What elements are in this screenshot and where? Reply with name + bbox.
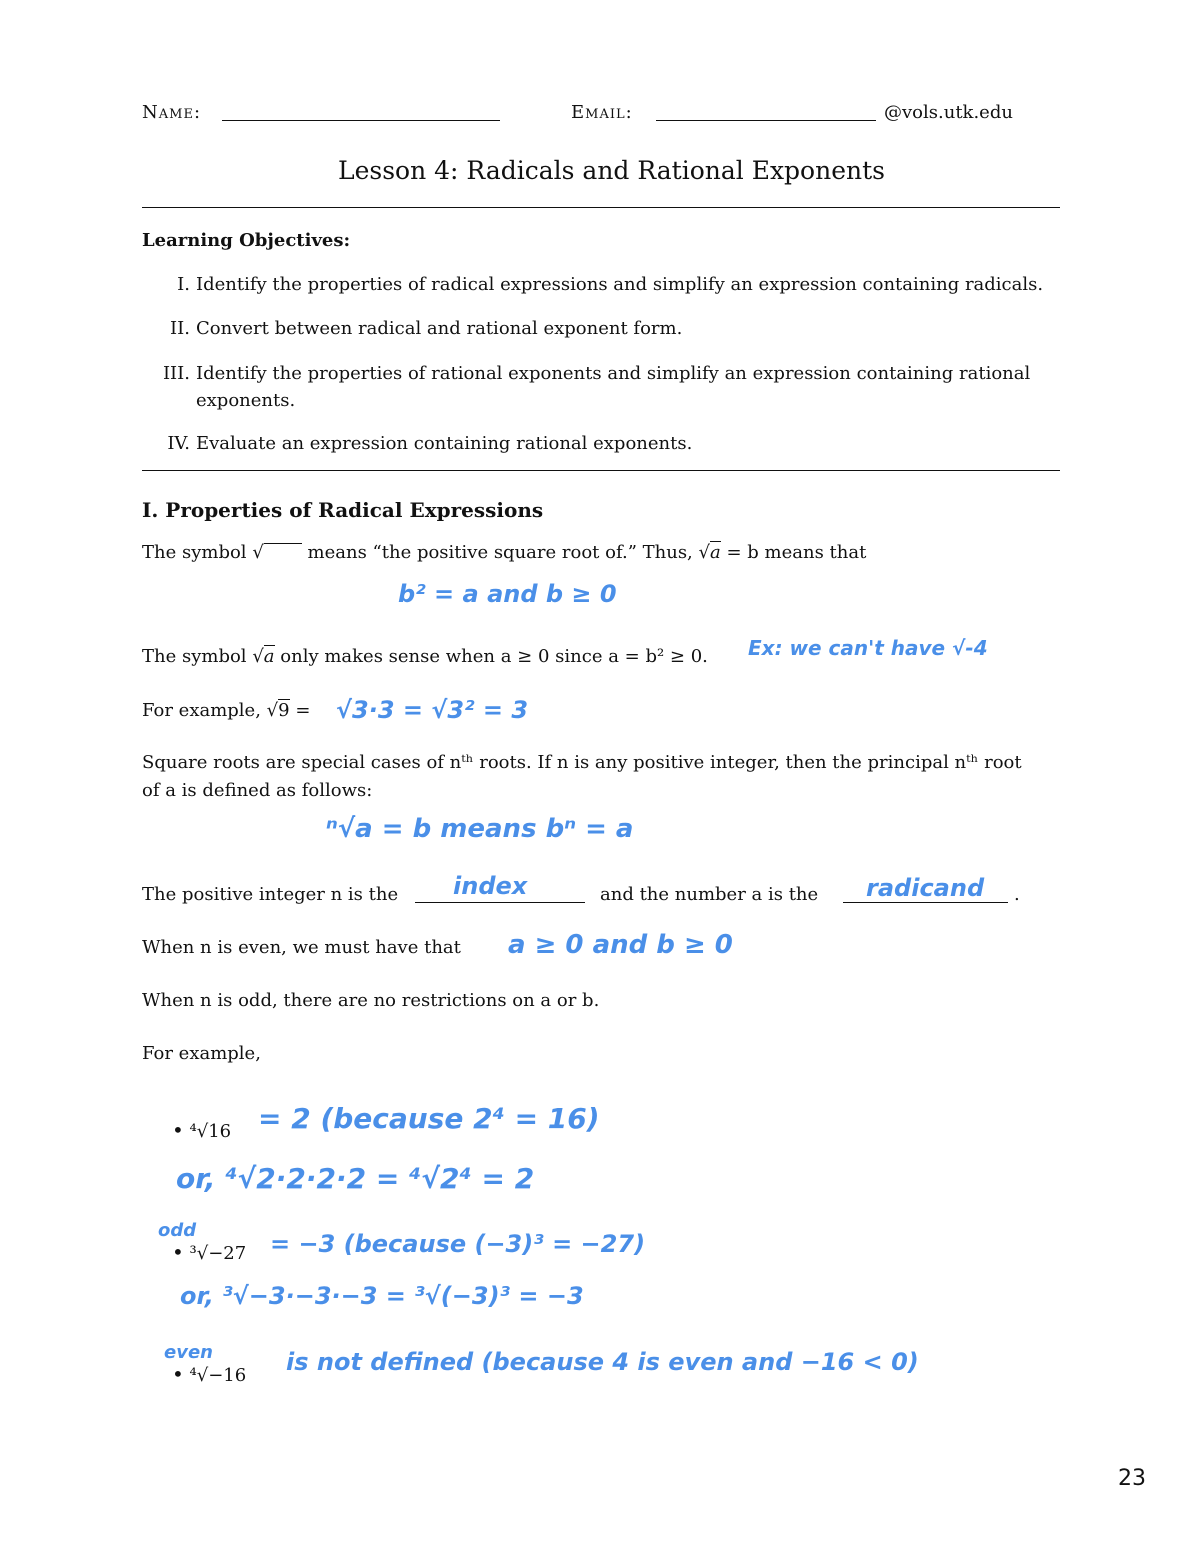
objective-item: II. Convert between radical and rational exponent form. <box>170 318 683 339</box>
name-label: Name: <box>142 102 202 123</box>
list-item: • ³√−27 <box>172 1240 247 1264</box>
index-blank[interactable] <box>415 902 585 903</box>
example-line: For example, √9 = <box>142 700 311 721</box>
objective-item: III. Identify the properties of rational exponents and simplify an expression containing rational <box>162 363 1031 384</box>
objective-item-continued: exponents. <box>196 390 296 411</box>
odd-line: When n is odd, there are no restrictions on a or b. <box>142 990 600 1011</box>
radicand-blank[interactable] <box>843 902 1008 903</box>
handwritten-bullet3: is not defined (because 4 is even and −16 < 0) <box>286 1348 919 1376</box>
handwritten-bullet2-alt: or, ³√−3·−3·−3 = ³√(−3)³ = −3 <box>180 1282 584 1310</box>
page-title: Lesson 4: Radicals and Rational Exponents <box>338 156 885 185</box>
index-line-mid: and the number a is the <box>600 884 819 905</box>
sqrt-a: √a <box>698 542 721 563</box>
sqrt-9: √9 <box>266 700 290 721</box>
email-label: Email: <box>571 102 633 123</box>
sqrt-a: √a <box>252 646 275 667</box>
title-divider <box>142 207 1060 208</box>
index-line: The positive integer n is the <box>142 884 399 905</box>
handwritten-note: Ex: we can't have √-4 <box>748 636 988 660</box>
sense-line: The symbol √a only makes sense when a ≥ 0 since a = b² ≥ 0. <box>142 646 708 667</box>
list-item: • ⁴√16 <box>172 1118 232 1142</box>
section-heading: I. Properties of Radical Expressions <box>142 498 544 522</box>
objective-item: I. Identify the properties of radical expressions and simplify an expression containing radicals. <box>177 274 1044 295</box>
nth-root-line-2: of a is defined as follows: <box>142 780 373 801</box>
list-item: • ⁴√−16 <box>172 1362 247 1386</box>
index-line-end: . <box>1014 884 1020 905</box>
handwritten-example: √3·3 = √3² = 3 <box>336 696 529 724</box>
nth-root-line: Square roots are special cases of nᵗʰ roots. If n is any positive integer, then the principal nᵗʰ root <box>142 752 1022 773</box>
email-blank[interactable] <box>656 120 876 121</box>
handwritten-bullet1: = 2 (because 2⁴ = 16) <box>258 1102 600 1135</box>
handwritten-index: index <box>453 872 528 900</box>
radical-symbol: √ <box>252 542 301 563</box>
email-domain: @vols.utk.edu <box>884 102 1013 123</box>
for-example-label: For example, <box>142 1043 261 1064</box>
handwritten-bullet2: = −3 (because (−3)³ = −27) <box>270 1230 646 1258</box>
handwritten-bullet1-alt: or, ⁴√2·2·2·2 = ⁴√2⁴ = 2 <box>176 1162 535 1195</box>
handwritten-even-tag: even <box>164 1342 213 1363</box>
handwritten-nth-root: ⁿ√a = b means bⁿ = a <box>326 814 634 844</box>
objectives-divider <box>142 470 1060 471</box>
handwritten-odd-tag: odd <box>158 1220 197 1241</box>
handwritten-definition: b² = a and b ≥ 0 <box>398 580 617 608</box>
handwritten-even: a ≥ 0 and b ≥ 0 <box>508 930 733 960</box>
handwritten-radicand: radicand <box>866 874 985 902</box>
symbol-definition-line: The symbol √ means “the positive square root of.” Thus, √a = b means that <box>142 542 867 563</box>
objective-item: IV. Evaluate an expression containing rational exponents. <box>167 433 693 454</box>
name-blank[interactable] <box>222 120 500 121</box>
objectives-heading: Learning Objectives: <box>142 230 351 251</box>
page-number: 23 <box>1118 1466 1146 1491</box>
even-line: When n is even, we must have that <box>142 937 461 958</box>
